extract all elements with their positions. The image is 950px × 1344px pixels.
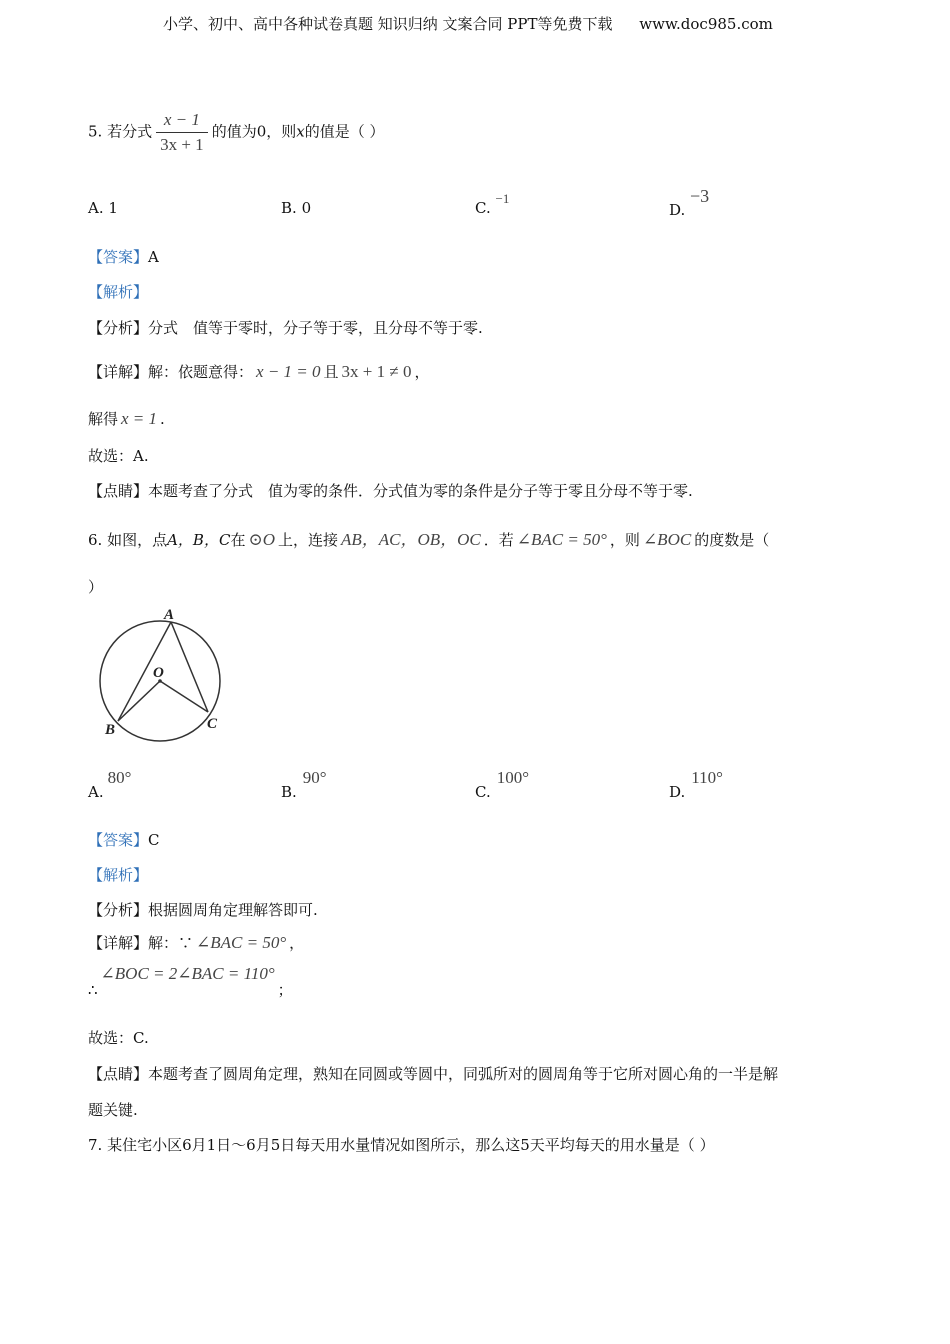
- q6-figure: [90, 600, 250, 750]
- q6-stem: [88, 525, 769, 550]
- q6-fenxi-text: 根据圆周角定理解答即可.: [148, 901, 318, 919]
- q6-stem-target: ∠BOC: [642, 530, 692, 549]
- q6-comment-line1: 本题考查了圆周角定理，熟知在同圆或等圆中，同弧所对的圆周角等于它所对圆心角的一半是解: [148, 1065, 779, 1083]
- q6-option-c-value: 100°: [496, 768, 530, 787]
- q5-frac-den: 3x + 1: [160, 135, 204, 154]
- q5-suffix: 的值是（ ）: [304, 122, 385, 141]
- q6-choose: 故选：C.: [88, 1029, 149, 1047]
- q6-detail-tag: 【详解】: [88, 934, 149, 952]
- label-b: B: [105, 722, 116, 738]
- q6-detail-end: ，: [289, 934, 305, 952]
- q7-stem: 7. 某住宅小区6月1日～6月5日每天用水量情况如图所示，那么这5天平均每天的用水量是（ ）: [88, 1136, 715, 1154]
- q5-answer: [88, 246, 159, 267]
- q6-answer-value: C: [148, 831, 160, 849]
- q6-therefore-end: ；: [277, 981, 293, 999]
- q5-option-c-letter: C.: [475, 199, 496, 217]
- q6-stem-a: 6. 如图，点: [88, 531, 168, 549]
- q6-option-b-letter: B.: [281, 783, 297, 801]
- label-a: A: [164, 607, 175, 623]
- q5-mid: 的值为0，则: [211, 122, 297, 141]
- q5-detail: [88, 361, 429, 382]
- q6-option-d: [669, 768, 723, 801]
- segment-ac: [171, 622, 208, 712]
- q5-comment-text: 本题考查了分式 值为零的条件．分式值为零的条件是分子等于零且分母不等于零.: [148, 482, 693, 500]
- header-text: 小学、初中、高中各种试卷真题 知识归纳 文案合同 PPT等免费下载: [163, 15, 613, 33]
- q6-option-c: [475, 768, 530, 801]
- q6-therefore-eq: ∠BOC = 2∠BAC = 110°: [100, 964, 275, 983]
- q5-frac-num: x − 1: [156, 110, 208, 133]
- q5-comment: [88, 480, 693, 501]
- q6-stem-e: ，则: [609, 531, 640, 549]
- q5-solve: [88, 408, 165, 429]
- q5-solve-eq: x = 1: [121, 409, 158, 428]
- q6-stem-f: 的度数是（: [694, 531, 770, 549]
- segment-oc: [160, 681, 208, 712]
- q6-stem-line2: ）: [88, 578, 104, 596]
- q5-option-b-value: 0: [301, 199, 312, 217]
- q6-option-b-value: 90°: [302, 768, 327, 787]
- q5-fenxi-tag: 【分析】: [88, 319, 149, 337]
- q6-option-a: [88, 768, 132, 801]
- q5-option-d-letter: D.: [669, 201, 691, 219]
- q5-detail-end: ，: [414, 363, 430, 381]
- q6-stem-angle: ∠BAC = 50°: [516, 530, 607, 549]
- q6-answer: [88, 829, 160, 850]
- q6-comment-line2: 题关键.: [88, 1101, 138, 1119]
- q6-option-d-value: 110°: [691, 768, 723, 787]
- q6-stem-c: 上，连接: [277, 531, 338, 549]
- q5-answer-value: A: [148, 248, 159, 266]
- q5-option-d-value: −3: [690, 186, 710, 206]
- q5-option-d: [669, 186, 710, 220]
- q5-detail-eq1: x − 1 = 0: [256, 362, 321, 381]
- q6-stem-segments: AB，AC，OB，OC: [341, 530, 481, 549]
- q5-fenxi: [88, 317, 483, 338]
- q5-option-c: [475, 191, 510, 217]
- q6-comment-tag: 【点睛】: [88, 1065, 149, 1083]
- q6-stem-circle: ⊙O: [248, 530, 275, 549]
- q5-option-a: [88, 199, 118, 217]
- q5-analysis-tag: 【解析】: [88, 283, 149, 301]
- q6-option-a-value: 80°: [107, 768, 132, 787]
- q5-comment-tag: 【点睛】: [88, 482, 149, 500]
- q5-option-c-value: −1: [495, 191, 510, 206]
- q5-option-b-letter: B.: [281, 199, 302, 217]
- q5-option-a-value: 1: [108, 199, 118, 217]
- page-header: [163, 13, 773, 34]
- q5-var: x: [296, 122, 305, 141]
- q5-option-b: [281, 199, 311, 217]
- q6-option-b: [281, 768, 327, 801]
- q5-prefix: 5. 若分式: [88, 122, 153, 141]
- q5-detail-and: 且: [323, 363, 339, 381]
- q6-comment: [88, 1063, 778, 1084]
- q6-therefore-symbol: ∴: [88, 981, 98, 999]
- q6-option-d-letter: D.: [669, 783, 686, 801]
- q6-stem-points: A，B，C: [167, 531, 231, 549]
- q6-answer-tag: 【答案】: [88, 831, 149, 849]
- header-site: www.doc985.com: [639, 15, 773, 33]
- q5-solve-end: .: [160, 410, 165, 428]
- label-o: O: [153, 665, 164, 681]
- q5-answer-tag: 【答案】: [88, 248, 149, 266]
- q5-fraction: [156, 110, 208, 155]
- q6-stem-b: 在: [230, 531, 246, 549]
- q6-fenxi-tag: 【分析】: [88, 901, 149, 919]
- q5-fenxi-text: 分式 值等于零时，分子等于零，且分母不等于零.: [148, 319, 483, 337]
- q6-detail-eq: ∠BAC = 50°: [196, 933, 287, 952]
- q5-detail-tag: 【详解】: [88, 363, 149, 381]
- q6-option-c-letter: C.: [475, 783, 491, 801]
- q5-solve-prefix: 解得: [88, 410, 119, 428]
- q5-detail-eq2: 3x + 1 ≠ 0: [341, 362, 412, 381]
- q5-stem: [88, 110, 384, 155]
- q6-fenxi: [88, 899, 318, 920]
- q5-detail-prefix: 解：依题意得：: [148, 363, 254, 381]
- q5-choose: 故选：A.: [88, 447, 149, 465]
- label-c: C: [207, 716, 218, 732]
- q6-detail-prefix: 解：∵: [148, 934, 194, 952]
- q6-stem-d: ．若: [483, 531, 514, 549]
- q6-analysis-tag: 【解析】: [88, 866, 149, 884]
- segment-ob: [118, 681, 160, 721]
- q6-option-a-letter: A.: [88, 783, 104, 801]
- q6-therefore: [88, 963, 293, 999]
- q5-option-a-letter: A.: [88, 199, 109, 217]
- q6-detail: [88, 932, 304, 953]
